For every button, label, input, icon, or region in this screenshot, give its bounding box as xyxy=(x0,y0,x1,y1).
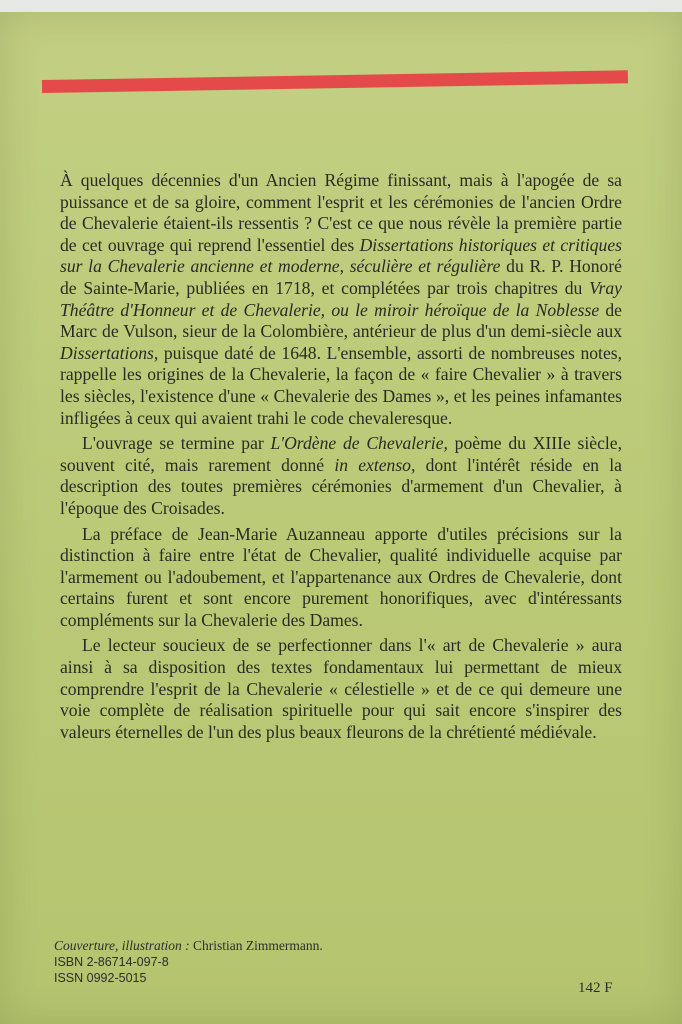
italic-title-text: Dissertations, xyxy=(60,342,159,363)
body-text: poème du XIIIe siècle, souvent cité, mais rarement donné xyxy=(60,433,623,475)
body-text: puisque daté de 1648. L'ensemble, assorti de nombreuses notes, rappelle les origines de la Chevalerie, la façon de « faire Chevalier » à travers les siècles, l'existence d'une « Chevalerie des Dames », et les peines infamantes infligées à ceux qui avaient trahi le code chevaleresque. xyxy=(60,342,622,428)
paragraph-1 xyxy=(60,170,622,429)
italic-title-text: L'Ordène de Chevalerie, xyxy=(270,433,448,454)
body-text: de Marc de Vulson, sieur de la Colombière, antérieur de plus d'un demi-siècle aux xyxy=(60,299,622,342)
cover-credit-line xyxy=(54,938,474,954)
isbn: ISBN 2-86714-097-8 xyxy=(54,955,169,969)
body-text: L'ouvrage se termine par xyxy=(82,433,271,454)
blurb-text xyxy=(60,170,622,743)
body-text: La préface de Jean-Marie Auzanneau apporte d'utiles précisions sur la distinction à faire entre l'état de Chevalier, qualité individuelle acquise par l'armement ou l'adoubement, et l'appartenance aux Ordres de Chevalerie, dont certains furent et sont encore purement honorifiques, avec d'intéressants compléments sur la Chevalerie des Dames. xyxy=(60,523,622,630)
price-label: 142 F xyxy=(578,980,613,996)
italic-title-text: Dissertations historiques et critiques sur la Chevalerie ancienne et moderne, séculière et régulière xyxy=(60,234,622,277)
body-text: À quelques décennies d'un Ancien Régime finissant, mais à l'apogée de sa puissance et de sa gloire, comment l'esprit et les cérémonies de l'ancien Ordre de Chevalerie étaient-ils ressentis ? C'est ce que nous révèle la première partie de cet ouvrage qui reprend l'essentiel des xyxy=(60,170,622,255)
credits-block xyxy=(54,938,474,986)
body-text: dont l'intérêt réside en la description des toutes premières cérémonies d'armement d'un Chevalier, à l'époque des Croisades. xyxy=(60,454,622,518)
paragraph-4 xyxy=(60,635,622,743)
red-stripe xyxy=(42,70,628,93)
back-cover xyxy=(0,12,682,1024)
body-text: Le lecteur soucieux de se perfectionner dans l'« art de Chevalerie » aura ainsi à sa disposition des textes fondamentaux lui permettant de mieux comprendre l'esprit de la Chevalerie « célestielle » et de ce qui demeure une voie complète de réalisation spirituelle pour qui sait encore s'inspirer des valeurs éternelles de l'un des plus beaux fleurons de la chrétienté médiévale. xyxy=(60,635,622,742)
paragraph-2 xyxy=(60,433,622,519)
italic-title-text: Vray Théâtre d'Honneur et de Chevalerie, ou le miroir héroïque de la Noblesse xyxy=(60,277,622,320)
paragraph-3 xyxy=(60,524,622,632)
italic-title-text: in extenso, xyxy=(334,454,416,475)
body-text: du R. P. Honoré de Sainte-Marie, publiées en 1718, et complétées par trois chapitres du xyxy=(60,256,622,298)
issn: ISSN 0992-5015 xyxy=(54,971,147,985)
cover-credit-label: Couverture, illustration : xyxy=(54,938,190,953)
cover-credit-name: Christian Zimmermann. xyxy=(193,938,323,953)
